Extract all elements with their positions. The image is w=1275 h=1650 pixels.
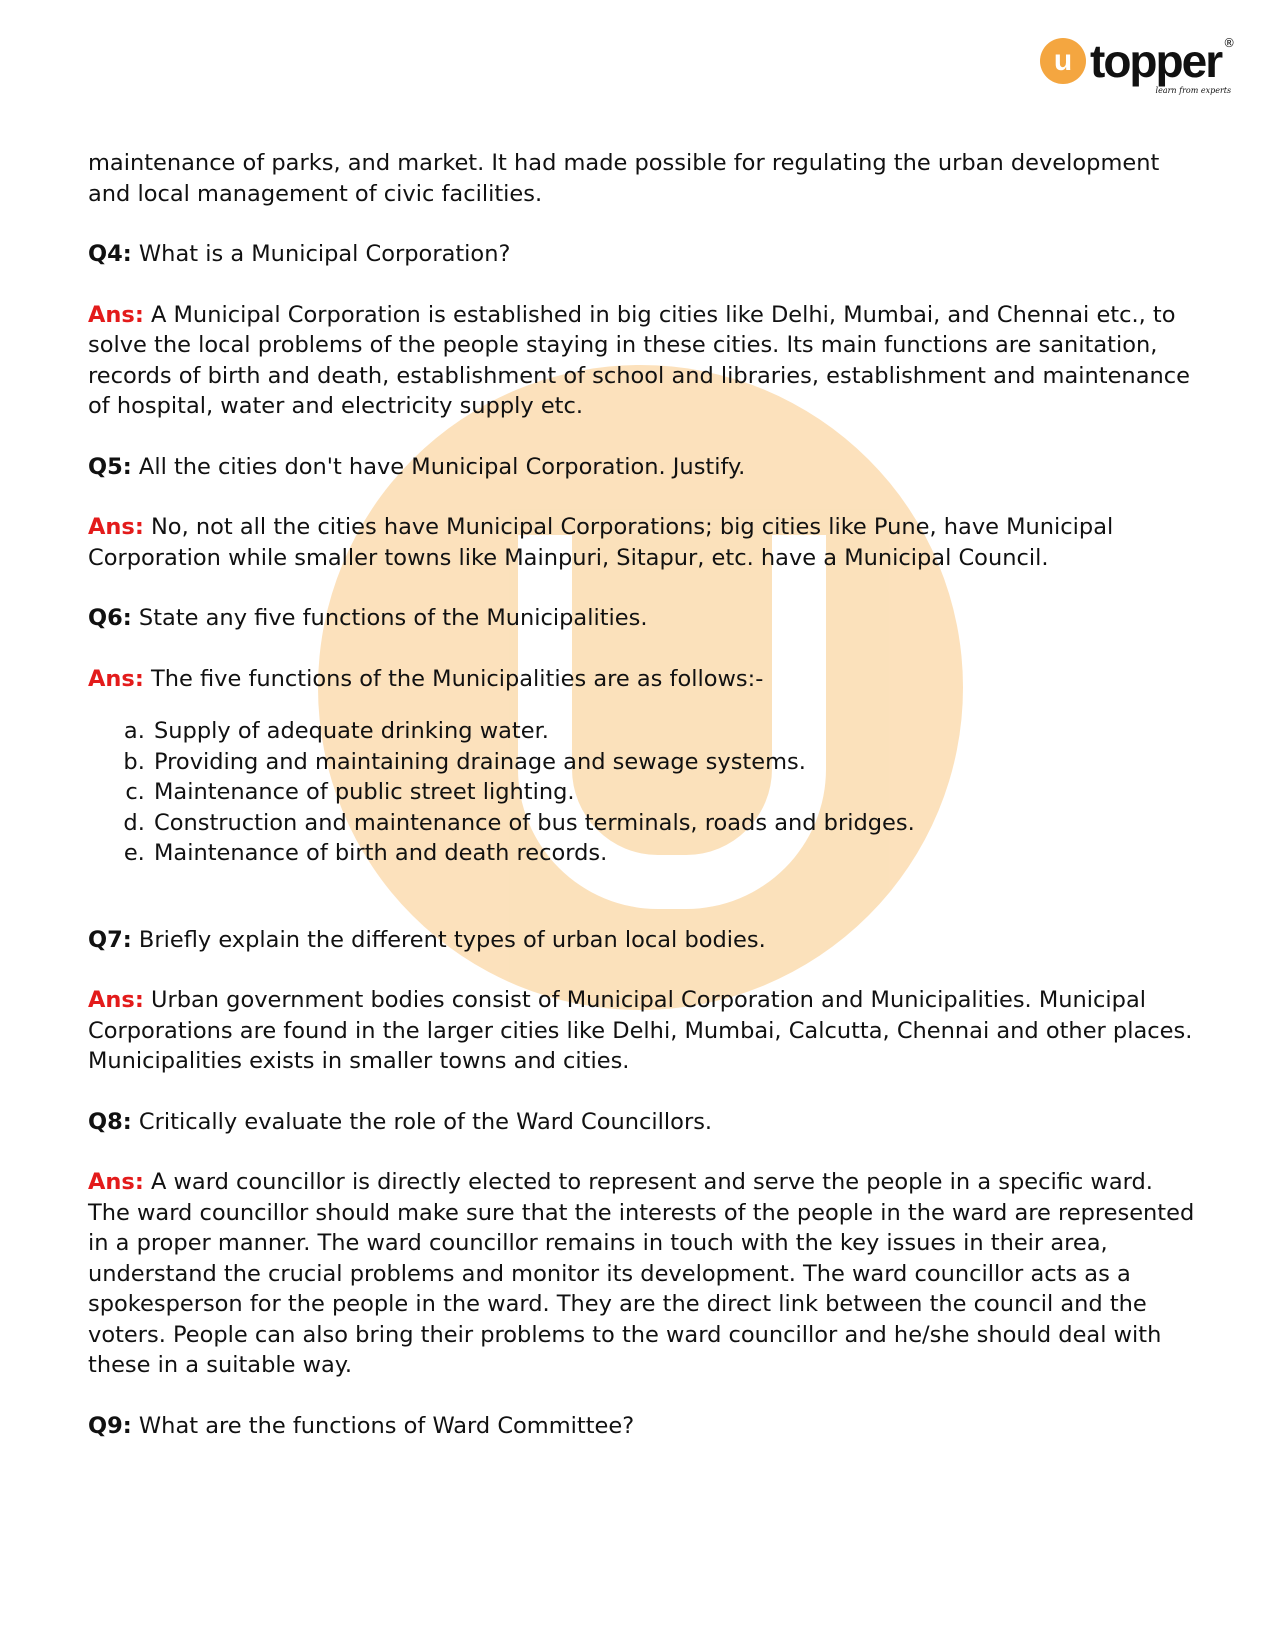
answer-q8: Ans: A ward councillor is directly elected to represent and serve the people in a specific ward. The ward councillor should make sure that the interests of the people in the ward are represented in a proper manner. The ward councillor remains in touch with the key issues in their area, understand the crucial problems and monitor its development. The ward councillor acts as a spokesperson for the people in the ward. They are the direct link between the council and the voters. People can also bring their problems to the ward councillor and he/she should deal with these in a suitable way.: [88, 1169, 1195, 1378]
answer-q5: Ans: No, not all the cities have Municipal Corporations; big cities like Pune, have Municipal Corporation while smaller towns like Mainpuri, Sitapur, etc. have a Municipal Council.: [88, 514, 1114, 571]
question-q7: Q7: Briefly explain the different types of urban local bodies.: [88, 926, 766, 953]
paragraph: maintenance of parks, and market. It had made possible for regulating the urban development and local management of civic facilities.: [88, 150, 1160, 207]
question-q9: Q9: What are the functions of Ward Committee?: [88, 1412, 635, 1439]
functions-list: [88, 716, 1198, 869]
document-content: [88, 148, 1198, 1471]
list-item: b. Providing and maintaining drainage and sewage systems.: [152, 747, 1198, 778]
question-q6: Q6: State any five functions of the Municipalities.: [88, 605, 648, 631]
answer-q7: Ans: Urban government bodies consist of Municipal Corporation and Municipalities. Municipal Corporations are found in the larger cities like Delhi, Mumbai, Calcutta, Chennai and other places. Municipalities exists in smaller towns and cities.: [88, 987, 1193, 1074]
logo-tagline: learn from experts: [1155, 86, 1232, 95]
question-q4: Q4: What is a Municipal Corporation?: [88, 241, 511, 267]
topper-logo: u topper ® learn from experts: [1040, 38, 1221, 84]
list-item: d. Construction and maintenance of bus terminals, roads and bridges.: [152, 808, 1198, 839]
list-item: a. Supply of adequate drinking water.: [152, 716, 1198, 747]
logo-u-icon: u: [1040, 38, 1086, 84]
logo-text: topper: [1090, 35, 1222, 87]
list-item: c. Maintenance of public street lighting.: [152, 777, 1198, 808]
answer-q6: Ans: The five functions of the Municipalities are as follows:-: [88, 665, 764, 692]
list-item: e. Maintenance of birth and death records.: [152, 838, 1198, 869]
question-q5: Q5: All the cities don't have Municipal Corporation. Justify.: [88, 453, 746, 480]
question-q8: Q8: Critically evaluate the role of the Ward Councillors.: [88, 1108, 713, 1135]
answer-q4: Ans: A Municipal Corporation is established in big cities like Delhi, Mumbai, and Chennai etc., to solve the local problems of the people staying in these cities. Its main functions are sanitation, records of birth and death, establishment of school and libraries, establishment and maintenance of hospital, water and electricity supply etc.: [88, 301, 1190, 419]
